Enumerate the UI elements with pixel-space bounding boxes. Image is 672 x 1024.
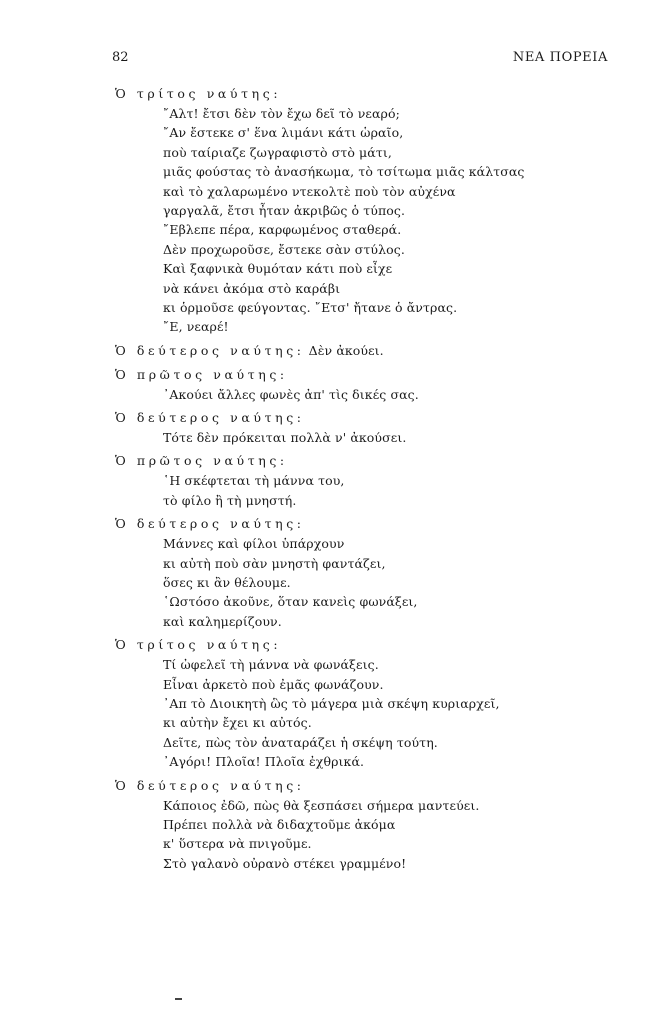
dialogue-block	[0, 451, 672, 510]
speaker-name: Ὁ δεύτερος ναύτης:	[115, 410, 305, 426]
dialogue-block	[0, 635, 672, 771]
speaker-label	[115, 365, 672, 385]
poem-body	[0, 84, 672, 877]
verse-line: ᾿Ακούει ἄλλες φωνὲς ἀπ' τὶς δικές σας.	[163, 386, 419, 402]
verse-line: Δεῖτε, πὼς τὸν ἀναταράζει ἡ σκέψη τούτη.	[163, 734, 438, 750]
verse-line: καὶ τὸ χαλαρωμένο ντεκολτὲ ποὺ τὸν αὐχένα	[163, 183, 456, 199]
footer-mark	[175, 998, 182, 1000]
verse-line: ᾿Αγόρι! Πλοῖα! Πλοῖα ἐχθρικά.	[163, 754, 365, 770]
page-number: 82	[112, 50, 129, 65]
verse-line: Τότε δὲν πρόκειται πολλὰ ν' ἀκούσει.	[163, 430, 407, 446]
verse-line: ῎Αλτ! ἔτσι δὲν τὸν ἔχω δεῖ τὸ νεαρό;	[163, 106, 400, 121]
speaker-name: Ὁ πρῶτος ναύτης:	[115, 366, 288, 382]
verse-line: Κάποιος ἐδῶ, πὼς θὰ ξεσπάσει σήμερα μαντεύει.	[163, 797, 480, 813]
verse-line: Τί ὠφελεῖ τὴ μάννα νὰ φωνάξεις.	[163, 657, 379, 673]
verse-line: κι αὐτὴ ποὺ σὰν μνηστὴ φαντάζει,	[163, 555, 386, 571]
verse-line: ὅσες κι ἂν θέλουμε.	[163, 575, 291, 591]
inline-line: Δὲν ἀκούει.	[308, 342, 384, 358]
speaker-name: Ὁ πρῶτος ναύτης:	[115, 453, 288, 469]
dialogue-block	[0, 408, 672, 447]
verse-line: Πρέπει πολλὰ νὰ διδαχτοῦμε ἀκόμα	[163, 816, 396, 832]
speaker-name: Ὁ δεύτερος ναύτης:	[115, 777, 305, 793]
dialogue-block	[0, 341, 672, 361]
verse-line: Εἶναι ἀρκετὸ ποὺ ἐμᾶς φωνάζουν.	[163, 676, 384, 692]
verse-line: Δὲν προχωροῦσε, ἔστεκε σὰν στύλος.	[163, 241, 405, 257]
verse-line: γαργαλᾶ, ἔτσι ἦταν ἀκριβῶς ὁ τύπος.	[163, 202, 406, 218]
verse-line: Καὶ ξαφνικὰ θυμόταν κάτι ποὺ εἶχε	[163, 261, 393, 277]
verse-line: Μάννες καὶ φίλοι ὑπάρχουν	[163, 536, 345, 552]
speaker-name: Ὁ τρίτος ναύτης:	[115, 637, 282, 653]
dialogue-block	[0, 84, 672, 337]
speaker-name: Ὁ τρίτος ναύτης:	[115, 86, 282, 101]
dialogue-block	[0, 365, 672, 404]
speaker-label	[115, 408, 672, 428]
running-title: ΝΕΑ ΠΟΡΕΙΑ	[512, 50, 608, 65]
speaker-label	[115, 84, 672, 104]
speaker-name: Ὁ δεύτερος ναύτης:	[115, 342, 305, 358]
verse-line: καὶ καλημερίζουν.	[163, 613, 282, 629]
speaker-label	[115, 451, 672, 471]
dialogue-block	[0, 776, 672, 874]
speaker-name: Ὁ δεύτερος ναύτης:	[115, 516, 305, 532]
speaker-label	[115, 776, 672, 796]
verse-line: ᾿Απ τὸ Διοικητὴ ὣς τὸ μάγερα μιὰ σκέψη κυριαρχεῖ,	[163, 695, 500, 711]
verse-line: Στὸ γαλανὸ οὐρανὸ στέκει γραμμένο!	[163, 855, 407, 871]
verse-line: ῎Αν ἔστεκε σ' ἕνα λιμάνι κάτι ὡραῖο,	[163, 125, 404, 141]
speaker-label	[115, 341, 672, 361]
speaker-label	[115, 635, 672, 655]
verse-line: κ' ὕστερα νὰ πνιγοῦμε.	[163, 836, 312, 852]
verse-line: κι αὐτὴν ἔχει κι αὐτός.	[163, 715, 312, 731]
verse-line: ποὺ ταίριαζε ζωγραφιστὸ στὸ μάτι,	[163, 144, 392, 160]
verse-line: ῎Εβλεπε πέρα, καρφωμένος σταθερά.	[163, 222, 402, 238]
dialogue-block	[0, 514, 672, 631]
page-header	[0, 50, 672, 72]
verse-line: τὸ φίλο ἢ τὴ μνηστή.	[163, 492, 297, 508]
verse-line: ῾Η σκέφτεται τὴ μάννα του,	[163, 473, 345, 489]
verse-line: νὰ κάνει ἀκόμα στὸ καράβι	[163, 280, 341, 296]
verse-line: κι ὁρμοῦσε φεύγοντας. ῎Ετσ' ἤτανε ὁ ἄντρας.	[163, 299, 458, 315]
verse-line: ῎Ε, νεαρέ!	[163, 319, 229, 335]
verse-line: μιᾶς φούστας τὸ ἀνασήκωμα, τὸ τσίτωμα μιᾶς κάλτσας	[163, 164, 525, 180]
verse-line: ῾Ωστόσο ἀκοῦνε, ὅταν κανεὶς φωνάξει,	[163, 594, 418, 610]
speaker-label	[115, 514, 672, 534]
